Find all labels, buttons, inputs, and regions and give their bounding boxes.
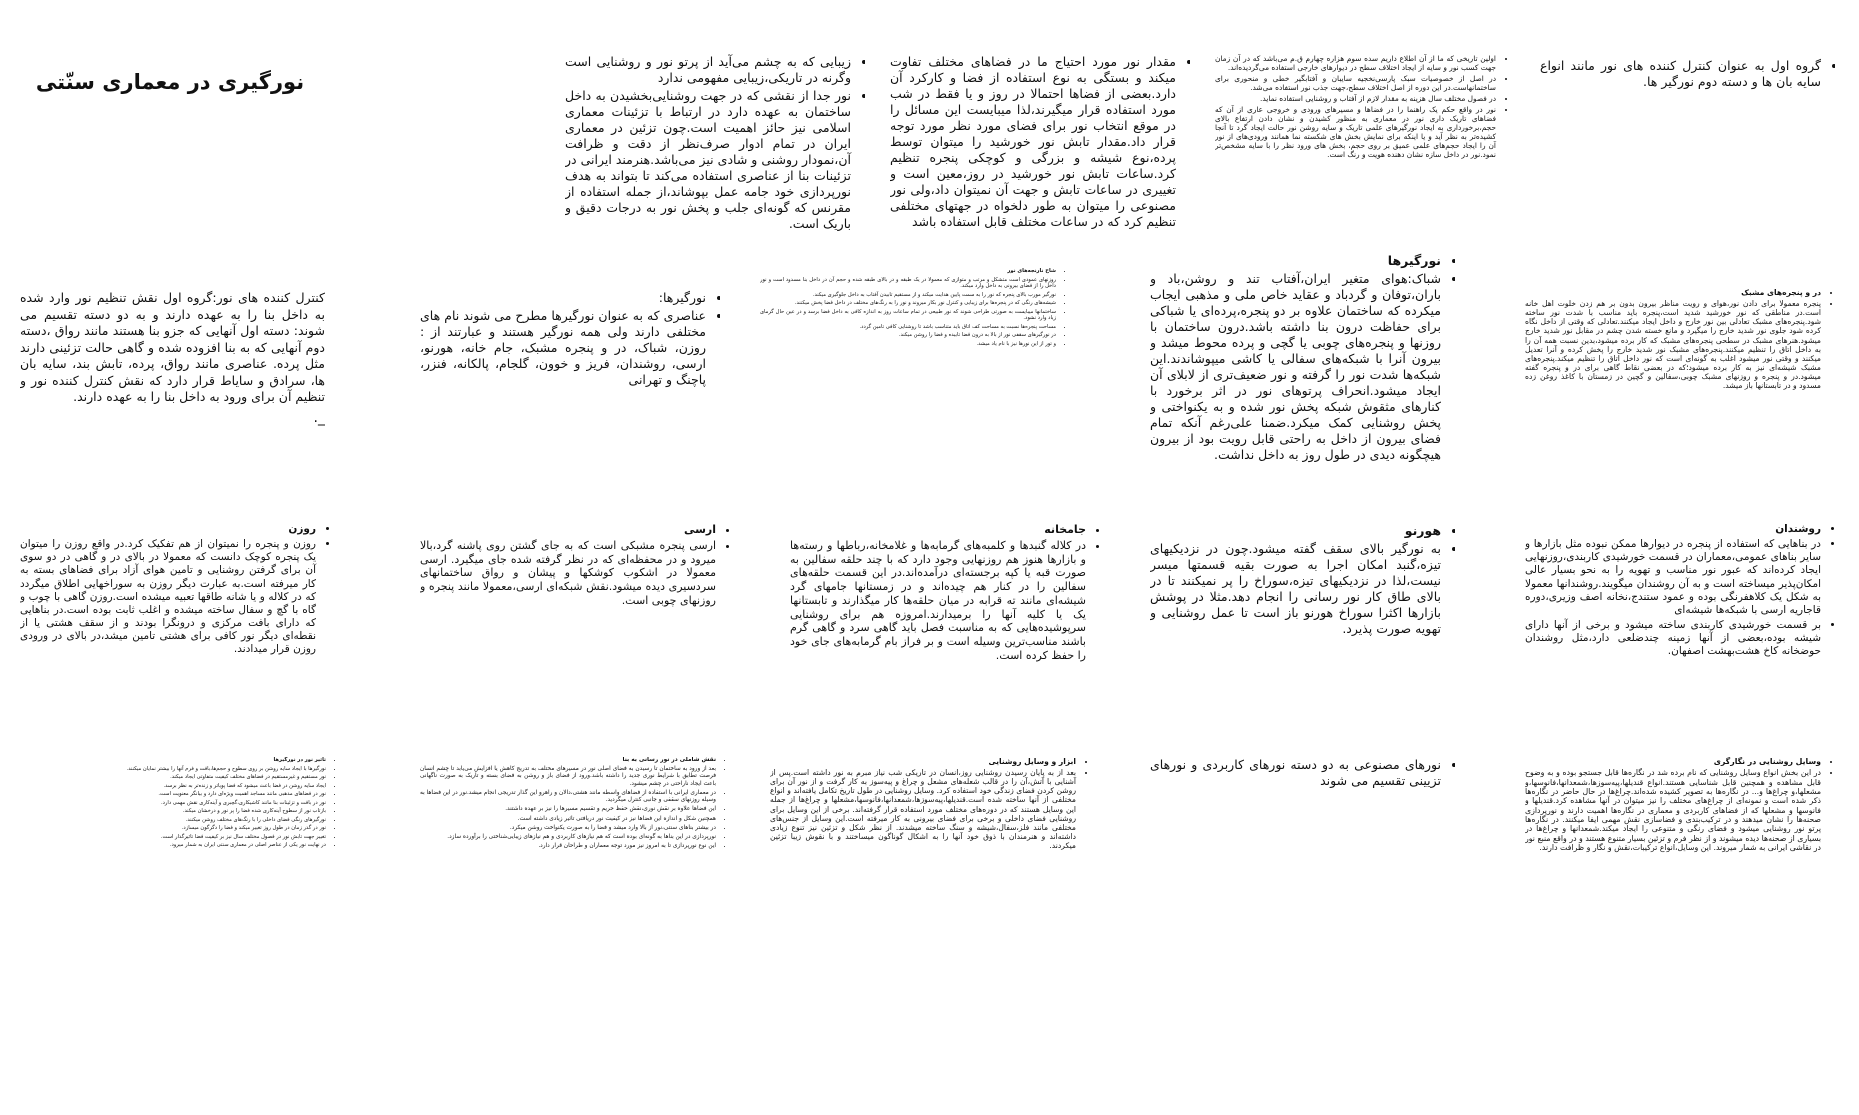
- slide-r2c3: [760, 268, 1070, 513]
- section-heading: • روزن: [20, 523, 316, 536]
- slide-r4c1: [1525, 757, 1835, 1002]
- bullet-item: • نورگیر مورب بالای پنجره که نور را به سمت پایین هدایت میکند و از مستقیم تابیدن آفتاب به داخل جلوگیری میکند.: [760, 292, 1056, 299]
- bullet-item: • زیبایی که به چشم می‌آید از پرتو نور و روشنایی است وگرنه در تاریکی،زیبایی مفهومی ندارد: [565, 54, 851, 86]
- bullet-item: • این فضاها علاوه بر نقش نوری،نقش حفظ حریم و تقسیم مسیرها را نیز بر عهده داشتند.: [420, 806, 716, 813]
- bullet-item: • ارسی پنجره مشبکی است که به جای گشتن روی پاشنه گرد،بالا میرود و در محفظه‌ای که در نظر گرفته شده جای میگیرد. ارسی معمولا در اشکوب کوشکها و پیشان و رواق ساختمانهای سردسیری دیده میشود.نقش شبکه‌ای ارسی،معمولا مانند پنجره و روزنهای چوبی است.: [420, 539, 716, 608]
- bullet-item: • نور مستقیم و غیرمستقیم در فضاهای مختلف کیفیت متفاوتی ایجاد میکند.: [20, 774, 326, 781]
- slide-r3c5: [20, 523, 330, 768]
- slide-r2c1: [1525, 288, 1835, 533]
- section-heading: • نقش شاملی در نور رسانی به بنا: [420, 757, 716, 764]
- bullet-list: [1525, 757, 1835, 852]
- trailing-mark: _.: [313, 409, 325, 426]
- bullet-list: [420, 757, 730, 851]
- bullet-list: [790, 523, 1100, 663]
- slide-r4c3: [770, 757, 1090, 1002]
- bullet-item: • اولین تاریخی که ما از آن اطلاع داریم سده سوم هزاره چهارم ق.م می‌باشد که در آن زمان جهت کسب نور و سایه از ایجاد اختلاف سطح در دیوارهای خارجی استفاده می‌گردیده‌اند.: [1215, 54, 1496, 72]
- bullet-item: • در نهایت نور یکی از عناصر اصلی در معماری سنتی ایران به شمار میرود.: [20, 842, 326, 849]
- bullet-item: • در بناهایی که استفاده از پنجره در دیوارها ممکن نبوده مثل بازارها و سایر بناهای عمومی،معماران در قسمت خورشیدی کاربندی،روزنهایی ایجاد کرده‌اند که عبور نور مناسب و تهویه را به نحو بسیار عالی امکان‌پذیر میساخته است و به آن روشندان میگویند.روشندانها معمولا به شکل یک کلاهفرنگی بوده و عمود ستندج،نخانه اصف وزیری،دوره قاجاریه ارسی با شبکه‌ها شیشه‌ای: [1525, 538, 1821, 617]
- bullet-item: • تغییر جهت تابش نور در فصول مختلف سال نیز بر کیفیت فضا تاثیرگذار است.: [20, 834, 326, 841]
- bullet-item: • ساختمانها میبایست به صورتی طراحی شوند که نور طبیعی در تمام ساعات روز به اندازه کافی به داخل فضا برسد و در عین حال گرمای زیاد وارد نشود.: [760, 309, 1056, 322]
- bullet-item: • بر قسمت خورشیدی کاربندی ساخته میشود و برخی از آنها دارای شیشه بوده،بعضی از آنها زمینه چندضلعی دارد،مثل روشندان حوضخانه کاخ هشت‌بهشت اصفهان.: [1525, 619, 1821, 658]
- bullet-item: • در این بخش انواع وسایل روشنایی که نام برده شد در نگاره‌ها قابل جستجو بوده و به وضوح قابل مشاهده و همچنین قابل شناسایی هستند.انواع قندیلها،پیه‌سوزها،شمعدانها،فانوسها،و مشعلها،و چراغ‌ها و... در نگاره‌ها به تصویر کشیده شده‌اند.چراغ‌ها در حال حاضر در نگاره‌ها ذکر شده است و نمونه‌ای از چراغ‌های مختلف را نیز میتوان در آنها مشاهده کرد.قندیلها و فانوسها و مشعلها که از فضاهای کاربردی و معماری در نگاره‌ها اهمیت دارند و نورپردازی صحنه‌ها را نشان میدهند و در ترکیب‌بندی و فضاسازی نقش مهمی ایفا میکنند. در نگاره‌ها پرتو نور روشنایی میشود و فضای رنگی و متنوعی را ایجاد میکند.شمعدانها و چراغ‌ها در بسیاری از صحنه‌ها دیده میشوند و از نظر فرم و تزئین بسیار متنوع هستند و در واقع منبع نور در نقاشی ایرانی به شمار میروند. این وسایل،انواع ترکیبات،نقش و نگار و ظرافت دارند.: [1525, 768, 1821, 852]
- bullet-item: • ایجاد سایه روشن در فضا باعث میشود که فضا پویاتر و زنده‌تر به نظر برسد.: [20, 783, 326, 790]
- bullet-list: [770, 757, 1090, 850]
- bullet-list: [1525, 288, 1835, 390]
- slide-r1c4: [565, 54, 865, 299]
- bullet-list: [1150, 523, 1455, 637]
- bullet-list: [20, 523, 330, 656]
- section-heading: • نورگیرها: [1150, 253, 1441, 269]
- section-heading: • در و پنجره‌های مشبک: [1525, 288, 1821, 297]
- bullet-item: • روزنهای عمودی است متشکل و مرتب و متوازی که معمولا در یک طبقه و در بالای طبقه شده و حجم آن در داخل بنا مسدود است و نور داخل را از فضای بیرونی به داخل وارد میکند.: [760, 277, 1056, 290]
- bullet-item: • نور در فضاهای مذهبی مانند مساجد اهمیت ویژه‌ای دارد و بیانگر معنویت است.: [20, 791, 326, 798]
- bullet-item: • نورگیرهای رنگی فضای داخلی را با رنگ‌های مختلف روشن میکنند.: [20, 817, 326, 824]
- slide-r3c4: [420, 523, 730, 768]
- slide-r2c2: [1150, 253, 1455, 498]
- page-title: نورگیری در معماری سنّتی: [35, 70, 305, 94]
- bullet-list: [1150, 757, 1455, 789]
- slide-r3c3: [790, 523, 1100, 768]
- bullet-item: • به نورگیر بالای سقف گفته میشود.چون در نزدیکیهای تیزه،گنبد امکان اجرا به صورت بقیه قسمتها میسر نیست،لذا در نزدیکیهای تیزه،سوراخ را پر نمیکنند تا در بالای طاق کار نور رسانی را انجام دهد.مثلا در پوشش بازارها اکثرا سوراخ هورنو باز است تا عمل روشنایی و تهویه صورت پذیرد.: [1150, 541, 1441, 637]
- bullet-list: [420, 523, 730, 608]
- bullet-item: • در نورگیرهای سقفی نور از بالا به درون فضا تابیده و فضا را روشن میکند.: [760, 332, 1056, 339]
- bullet-item: • گروه اول به عنوان کنترل کننده های نور مانند انواع سایه بان ها و دسته دوم نورگیر ها.: [1540, 58, 1821, 90]
- bullet-item: • مساحت پنجره‌ها نسبت به مساحت کف اتاق باید متناسب باشد تا روشنایی کافی تامین گردد.: [760, 324, 1056, 331]
- bullet-item: • شباک:هوای متغیر ایران،آفتاب تند و روشن،باد و باران،توفان و گردباد و عقاید خاص ملی و مذهبی ایجاب میکرده که ساختمان علاوه بر دو پنجره،پرده‌ای یا شباکی برای حفاظت درون بنا داشته باشد.درون ساختمان با روزنها و پنجره‌های چوبی یا گچی و پرده محوط میشد و بیرون آنرا با شبکه‌های سفالی یا کاشی میپوشاندند.این شبکه‌ها شدت نور را گرفته و نور ضعیف‌تری از لابلای آن ایجاد میشود.انحراف پرتوهای نور در اثر برخورد با کنارهای مثقوش شبکه پخش نور شده و به یکنواختی و پخش روشنایی کمک میکرد.ضمنا علی‌رغم آنکه تمام فضای بیرون از داخل به راحتی قابل رویت بود از بیرون هیچگونه دیدی در طول روز به داخل نداشت.: [1150, 271, 1441, 463]
- bullet-item: • نورپردازی در این بناها به گونه‌ای بوده است که هم نیازهای کاربردی و هم نیازهای زیبایی‌شناختی را برآورده سازد.: [420, 834, 716, 841]
- bullet-item: • بازتاب نور از سطوح آینه‌کاری شده فضا را پر نور و درخشان میکند.: [20, 808, 326, 815]
- bullet-item: • عناصری که به عنوان نورگیرها مطرح می شوند نام های مختلفی دارند ولی همه نورگیر هستند و عبارتند از : روزن، شباک، در و پنجره مشبک، جام خانه، هورنو، ارسی، روشندان، فریز و خوون، گلجام، پالکانه، فنزر، پاچنگ و تهرانی: [420, 308, 706, 388]
- slide-r2c4: [420, 290, 720, 535]
- section-heading: • تاثیر نور در نورگیرها: [20, 757, 326, 764]
- bullet-item: • در معماری ایرانی با استفاده از فضاهای واسطه مانند هشتی،دالان و راهرو این گذار تدریجی انجام میشد.نور در این فضاها به وسیله روزنهای سقفی و جانبی کنترل میگردید.: [420, 790, 716, 804]
- section-heading: • ارسی: [420, 523, 716, 537]
- bullet-list: [1525, 523, 1835, 658]
- bullet-list: [760, 268, 1070, 347]
- bullet-item: • در فصول مختلف سال هزینه به مقدار لازم از آفتاب و روشنایی استفاده نماید.: [1215, 94, 1496, 103]
- section-heading: • هورنو: [1150, 523, 1441, 539]
- bullet-list: [1150, 253, 1455, 463]
- slide-r4c5: [20, 757, 340, 1002]
- section-heading: • وسایل روشنایی در نگارگری: [1525, 757, 1821, 766]
- slide-r1c1: [1540, 58, 1835, 303]
- bullet-item: • نور در بافت و تزئینات بنا مانند کاشیکاری،گچبری و آینه‌کاری نقش مهمی دارد.: [20, 800, 326, 807]
- section-heading: • جامخانه: [790, 523, 1086, 537]
- bullet-item: • در اصل از خصوصیات سبک پارسی‌نخجیه سایبان و آفتابگیر خطی و منحوری برای ساختمانهاست.در این دوره از اصل اختلاف سطح،جهت جذب نور استفاده می‌شد.: [1215, 74, 1496, 92]
- bullet-item: • همچنین شکل و اندازه این فضاها نیز در کیفیت نور دریافتی تاثیر زیادی داشته است.: [420, 816, 716, 823]
- bullet-item: • پنجره معمولا برای دادن نور،هوای و رویت مناظر بیرون بدون بر هم زدن خلوت اهل خانه است.در مناطقی که نور خورشید شدید است،پنجره باید مناسب با شدت نور ساخته شود.پنجره‌های مشبک تعادلی بین نور خارج و داخل ایجاد میکنند.تعادلی که وقتی از داخل نگاه کرده شود جلوی نور شدید خارج را میگیرد و مانع خسته شدن چشم در مقابل نور شدید خارج میشود.هنرهای مشبک در سطحی پنجره‌های مشبک که کار برده میشود،بدین نسبت همه آن را به داخل اتاق را تنظیم میکنند.پنجره‌های مشبک نور شدید خارج را پخش کرده و آنرا تعدیل میکنند و وقتی نور میشود اغلب به گونه‌ای است که نور داخل اتاق را تنظیم میکند.پنجره‌های مشبک شیشه‌ای نیز به کار برده میشود؛که در بعضی نقاط گاهی برای در و پنجره گفته میشود.در و پنجره و روزنهای مشبک چوبی،سفالین و گچین در زمستان با کاغذ روغن زده مسدود و در تابستانها باز میشد.: [1525, 299, 1821, 390]
- slide-r2c5: [20, 290, 325, 535]
- bullet-list: [565, 54, 865, 232]
- bullet-item: • نورهای مصنوعی به دو دسته نورهای کاربردی و نورهای تزیینی تقسیم می شوند: [1150, 757, 1441, 789]
- bullet-item: • نور در گذر زمان در طول روز تغییر میکند و فضا را دگرگون میسازد.: [20, 825, 326, 832]
- slide-r3c1: [1525, 523, 1835, 768]
- slide-r3c2: [1150, 523, 1455, 768]
- bullet-list: [1540, 58, 1835, 90]
- bullet-item: • نورگیرها:: [420, 290, 706, 306]
- bullet-item: • بعد از به پایان رسیدن روشنایی روز،انسان در تاریکی شب نیاز مبرم به نور داشته است.پس از آشنایی با آتش،آن را در قالب شعله‌های مشعل و چراغ و پیه‌سوز به کار گرفت و از نور آن برای روشن کردن فضای زندگی خود استفاده کرد. وسایل روشنایی در طول تاریخ تکامل یافته‌اند و انواع مختلفی از آنها ساخته شده است.قندیلها،پیه‌سوزها،شمعدانها،فانوسها،مشعلها و چراغ‌ها از جمله این وسایل هستند که در دوره‌های مختلف مورد استفاده قرار گرفته‌اند. برخی از این وسایل برای روشنایی فضای داخلی و برخی برای فضای بیرونی به کار میرفته است.این وسایل از جنس‌های مختلفی مانند فلز،سفال،شیشه و سنگ ساخته میشدند. از نظر شکل و تزئین نیز تنوع زیادی داشته‌اند و هنرمندان با ذوق خود آنها را به اشکال گوناگون میساختند و با نقوش زیبا تزئین میکردند.: [770, 768, 1076, 850]
- bullet-item: • و تور از این نورها نیز با نام یاد میشد.: [760, 341, 1056, 348]
- bullet-item: • در کلاله گنبدها و کلمبه‌های گرمابه‌ها و غلامخانه،رباطها و رسته‌ها و بازارها هنوز هم روزنهایی وجود دارد که با چند حلقه سفالین به صورت قبه یا کپه برجسته‌ای درآمده‌اند.در این قسمت حلقه‌های سفالین را در کنار هم چیده‌اند و در زمستانها جامهای گرد شیشه‌ای مانند ته قرابه در میان حلقه‌ها کار میگذارند و تابستانها یک یا کلیه آنها را برمیدارند.امروزه هم برای روشنایی سرپوشیده‌هایی که به مناسبت فصل باید گاهی سرد و گاهی گرم باشند مناسب‌ترین وسیله است و بر فراز بام گرمابه‌های جای خود را حفظ کرده است.: [790, 539, 1086, 663]
- bullet-list: [890, 54, 1190, 230]
- slide-r4c4: [420, 757, 730, 1002]
- bullet-item: • در بیشتر بناهای سنتی،نور از بالا وارد میشد و فضا را به صورت یکنواخت روشن میکرد.: [420, 825, 716, 832]
- bullet-item: • مقدار نور مورد احتیاج ما در فضاهای مختلف تفاوت میکند و بستگی به نوع استفاده از فضا و کارکرد آن دارد.بعضی از فضاها احتمالا در روز و یا فقط در شب مورد استفاده قرار میگیرند،لذا میبایست این مسائل را در موقع انتخاب نور برای فضای مورد نظر مورد توجه قرار داد.مقدار تابش نور خورشید را میتوان توسط پرده،نوع شیشه و بزرگی و کوچکی پنجره تنظیم کرد.ساعات تابش نور خورشید در روز،معین است و تغییری در ساعات تابش و جهت آن نمیتوان داد،ولی نور مصنوعی را میتوان به طور دلخواه در جهتهای مختلفی تنظیم کرد که در ساعات مختلف قابل استفاده باشد: [890, 54, 1176, 230]
- bullet-list: [420, 290, 720, 388]
- bullet-list: [20, 757, 340, 849]
- bullet-item: • این نوع نورپردازی تا به امروز نیز مورد توجه معماران و طراحان قرار دارد.: [420, 843, 716, 850]
- bullet-item: • نور در واقع حکم یک راهنما را در فضاها و مسیرهای ورودی و خروجی عاری از آن که فضاهای تاریک داری نور در معماری به منظور کشیدن و نشان دادن ارتفاع بالای حجم،برخورداری به ایجاد نورگیر‌های علمی تاریک و سایه روشن نور حالت ایجاد گرد تا آنجا کشیده‌تر به نظر آید و یا اینکه برای نمایش بخش های شکسته نما همانند ورودی‌های از نور آن را ایجاد حجم‌های علمی عمیق بر روی حجم، بخش های ورود نظر را با سایه مشخص‌تر نمود.نور در داخل سازه نشان دهنده هویت و رنگ است.: [1215, 105, 1496, 159]
- section-heading: • روشندان: [1525, 523, 1821, 536]
- section-heading: • ابزار و وسایل روشنایی: [770, 757, 1076, 766]
- bullet-item: • بعد از ورود به ساختمان تا رسیدن به فضای اصلی نور در مسیرهای مختلف به تدریج کاهش یا افزایش می‌یابد تا چشم انسان فرصت تطابق با شرایط نوری جدید را داشته باشد.ورود از فضای باز و روشن به فضای بسته و تاریک به صورت ناگهانی باعث ایجاد ناراحتی در چشم میشود.: [420, 766, 716, 788]
- section-heading: • شاخ نارنجه‌های نور: [760, 268, 1056, 275]
- slide-r1c5: [20, 40, 320, 285]
- slide-r1c3: [890, 54, 1190, 299]
- slide-r4c2: [1150, 757, 1455, 1002]
- bullet-item: • روزن و پنجره را نمیتوان از هم تفکیک کرد.در واقع روزن را میتوان یک پنجره کوچک دانست که معمولا در بالای در و گاهی در دو سوی آن برای گرفتن روشنایی و تامین هوای آزاد برای فضاهای بسته به کار میرفته است.به عبارت دیگر روزن به سوراخهایی اطلاق میگردد که در کلاله و یا شانه طاقها تعبیه میشده است.روزن گاهی با چوب و گاه با گچ و سفال ساخته میشده و اغلب ثابت بوده است.در بناهایی که دارای بافت مرکزی و درونگرا بودند و از سقف هشتی یا از نقطه‌ای دیگر نور کافی برای هشتی تامین میشد،در بالای در ورودی روزن قرار میدادند.: [20, 538, 316, 656]
- bullet-item: • شیشه‌های رنگی که در پنجره‌ها برای زیبایی و کنترل نور بکار میروند و نور را به رنگ‌های مختلف در داخل فضا پخش میکنند.: [760, 300, 1056, 307]
- control-text: کنترل کننده های نور:گروه اول نقش تنظیم نور وارد شده به داخل بنا را به عهده دارند و به دو دسته تقسیم می شوند: دسته اول آنهایی که جزو بنا هستند مانند رواق ،دسته دوم آنهایی که به بنا افزوده شده و گاهی حالت تزئینی دارند مثل پرده. عناصری مانند رواق، پرده، تابش بند، سایه بان ها، سرادق و سایاط قرار دارد که نقش کنترل کننده نور و تنظیم آن برای ورود به داخل بنا را به عهده دارند.: [20, 290, 325, 404]
- bullet-list: [1215, 54, 1510, 159]
- bullet-item: • نورگیرها با ایجاد سایه روشن بر روی سطوح و حجم‌ها،بافت و فرم آنها را بیشتر نمایان میکنند.: [20, 766, 326, 773]
- bullet-item: • نور جدا از نقشی که در جهت روشنایی‌بخشیدن به داخل ساختمان به عهده دارد در ارتباط با تزئینات معماری اسلامی نیز حائز اهمیت است.چون تزئین در معماری ایران در تمام ادوار صرف‌نظر از دقت و ظرافت آن،نمودار روشنی و شادی نیز می‌باشد.هنرمند ایرانی در تزئینات بنا از عناصری استفاده می‌کند تا بتواند به هدف نورپردازی خود جامه عمل بپوشاند،از جمله استفاده از مقرنس که گونه‌ای جلب و پخش نور به درجات دقیق و باریک است.: [565, 88, 851, 232]
